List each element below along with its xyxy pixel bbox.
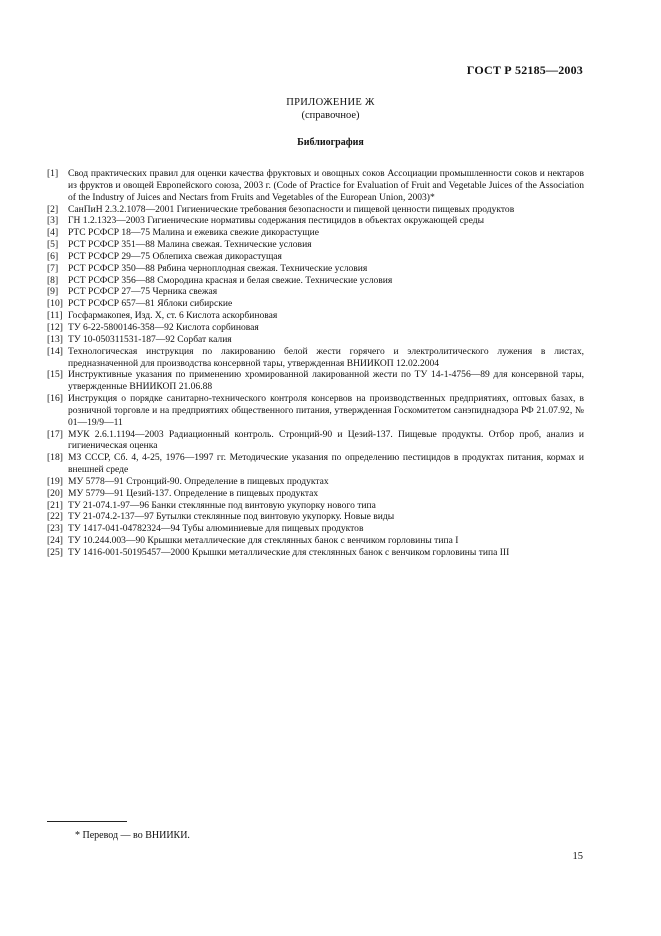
entry-number: [17] [47, 428, 63, 440]
entry-number: [5] [47, 239, 59, 251]
entry-text: РСТ РСФСР 657—81 Яблоки сибирские [68, 298, 233, 310]
appendix-title: ПРИЛОЖЕНИЕ Ж [286, 97, 375, 108]
entry-number: [9] [47, 286, 59, 298]
bibliography-entry [47, 511, 584, 523]
entry-number: [20] [47, 487, 63, 499]
entry-text: МЗ СССР, Сб. 4, 4-25, 1976—1997 гг. Методические указания по определению пестицидов в продуктах питания, кормах и внешней среде [68, 452, 584, 476]
entry-text: МУ 5779—91 Цезий-137. Определение в пищевых продуктах [68, 487, 319, 499]
entry-text: МУ 5778—91 Стронций-90. Определение в пищевых продуктах [68, 475, 329, 487]
entry-number: [23] [47, 523, 63, 535]
entry-number: [16] [47, 393, 63, 405]
bibliography-entry [47, 393, 584, 429]
entry-number: [4] [47, 227, 59, 239]
bibliography-entry [47, 452, 584, 476]
bibliography-entry [47, 227, 584, 239]
entry-number: [8] [47, 274, 59, 286]
entry-text: ТУ 1417-041-04782324—94 Тубы алюминиевые для пищевых продуктов [68, 523, 364, 535]
entry-number: [7] [47, 262, 59, 274]
bibliography-entry [47, 168, 584, 204]
bibliography-heading: Библиография [297, 137, 364, 148]
entry-number: [6] [47, 250, 59, 262]
entry-number: [14] [47, 345, 63, 357]
bibliography-entry [47, 535, 584, 547]
bibliography-entry [47, 322, 584, 334]
entry-number: [25] [47, 547, 63, 558]
bibliography-entry [47, 369, 584, 393]
entry-number: [12] [47, 321, 63, 333]
bibliography-entry [47, 310, 584, 322]
entry-text: ТУ 21-074.2-137—97 Бутылки стеклянные под винтовую укупорку. Новые виды [68, 511, 395, 523]
entry-text: МУК 2.6.1.1194—2003 Радиационный контроль. Стронций-90 и Цезий-137. Пищевые продукты. Отбор проб, анализ и гигиеническая оценка [68, 428, 584, 452]
entry-number: [1] [47, 168, 59, 179]
entry-text: РСТ РСФСР 27—75 Черника свежая [68, 286, 218, 298]
bibliography-entry [47, 476, 584, 488]
entry-text: Госфармакопея, Изд. X, ст. 6 Кислота аскорбиновая [68, 310, 278, 322]
bibliography-entry [47, 334, 584, 346]
bibliography-entry [47, 251, 584, 263]
entry-number: [2] [47, 203, 59, 215]
entry-text: Технологическая инструкция по лакированию белой жести горячего и электролитического лужения в листах, предназначенной для производства консервной тары, утвержденная ВНИИКОП 12.02.2004 [68, 345, 584, 369]
bibliography-entry [47, 298, 584, 310]
appendix-subtitle: (справочное) [301, 110, 360, 121]
entry-text: ТУ 10.244.003—90 Крышки металлические для стеклянных банок с венчиком горловины типа I [68, 535, 459, 547]
entry-number: [11] [47, 310, 63, 322]
entry-number: [15] [47, 369, 63, 381]
entry-text: ТУ 1416-001-50195457—2000 Крышки металлические для стеклянных банок с венчиком горловины типа III [68, 547, 510, 558]
entry-text: ГН 1.2.1323—2003 Гигиенические нормативы содержания пестицидов в объектах окружающей среды [68, 215, 485, 227]
entry-number: [22] [47, 511, 63, 523]
bibliography-entry [47, 346, 584, 370]
entry-number: [24] [47, 535, 63, 547]
entry-text: Инструкция о порядке санитарно-технического контроля консервов на производственных предприятиях, оптовых базах, в розничной торговле и на предприятиях общественного питания, утвержденная Госкомитетом санэпиднадзора РФ 21.07.92, № 01—19/9—11 [68, 393, 584, 428]
bibliography-entry [47, 239, 584, 251]
footnote-divider [47, 821, 127, 822]
entry-text: СанПиН 2.3.2.1078—2001 Гигиенические требования безопасности и пищевой ценности пищевых продуктов [68, 203, 515, 215]
bibliography-entry [47, 204, 584, 216]
entry-number: [13] [47, 333, 63, 345]
entry-text: РТС РСФСР 18—75 Малина и ежевика свежие дикорастущие [68, 227, 319, 239]
entry-text: РСТ РСФСР 351—88 Малина свежая. Технические условия [68, 239, 312, 251]
entry-text: Свод практических правил для оценки качества фруктовых и овощных соков Ассоциации промышленности соков и нектаров из фруктов и овощей Европейского союза, 2003 г. (Code of Practice for Evaluation of Fruit and Vegetable Juices of the Association of the Industry of Juices and Nectars from Fruits and Vegetables of the European Union, 2003)* [68, 168, 584, 203]
bibliography-entry [47, 523, 584, 535]
bibliography-entry [47, 547, 584, 559]
document-code: ГОСТ Р 52185—2003 [466, 63, 583, 77]
bibliography-entry [47, 263, 584, 275]
entry-text: ТУ 6-22-5800146-358—92 Кислота сорбиновая [68, 321, 259, 333]
entry-number: [3] [47, 215, 59, 227]
entry-text: Инструктивные указания по применению хромированной лакированной жести по ТУ 14-1-4756—89 для консервной тары, утвержденные ВНИИКОП 21.06.88 [68, 369, 584, 393]
entry-text: РСТ РСФСР 356—88 Смородина красная и белая свежие. Технические условия [68, 274, 393, 286]
bibliography-entry [47, 275, 584, 287]
entry-text: ТУ 21-074.1-97—96 Банки стеклянные под винтовую укупорку нового типа [68, 499, 376, 511]
bibliography-entry [47, 500, 584, 512]
bibliography-entry [47, 429, 584, 453]
bibliography-entry [47, 215, 584, 227]
appendix-header [0, 96, 661, 122]
footnote: * Перевод — во ВНИИКИ. [75, 830, 190, 841]
entry-number: [21] [47, 499, 63, 511]
entry-text: ТУ 10-050311531-187—92 Сорбат калия [68, 333, 232, 345]
page-number: 15 [572, 851, 583, 862]
bibliography-list [47, 168, 584, 559]
entry-number: [18] [47, 452, 63, 464]
bibliography-entry [47, 286, 584, 298]
entry-text: РСТ РСФСР 29—75 Облепиха свежая дикорастущая [68, 250, 282, 262]
entry-number: [10] [47, 298, 63, 310]
bibliography-entry [47, 488, 584, 500]
entry-number: [19] [47, 475, 63, 487]
entry-text: РСТ РСФСР 350—88 Рябина черноплодная свежая. Технические условия [68, 262, 368, 274]
